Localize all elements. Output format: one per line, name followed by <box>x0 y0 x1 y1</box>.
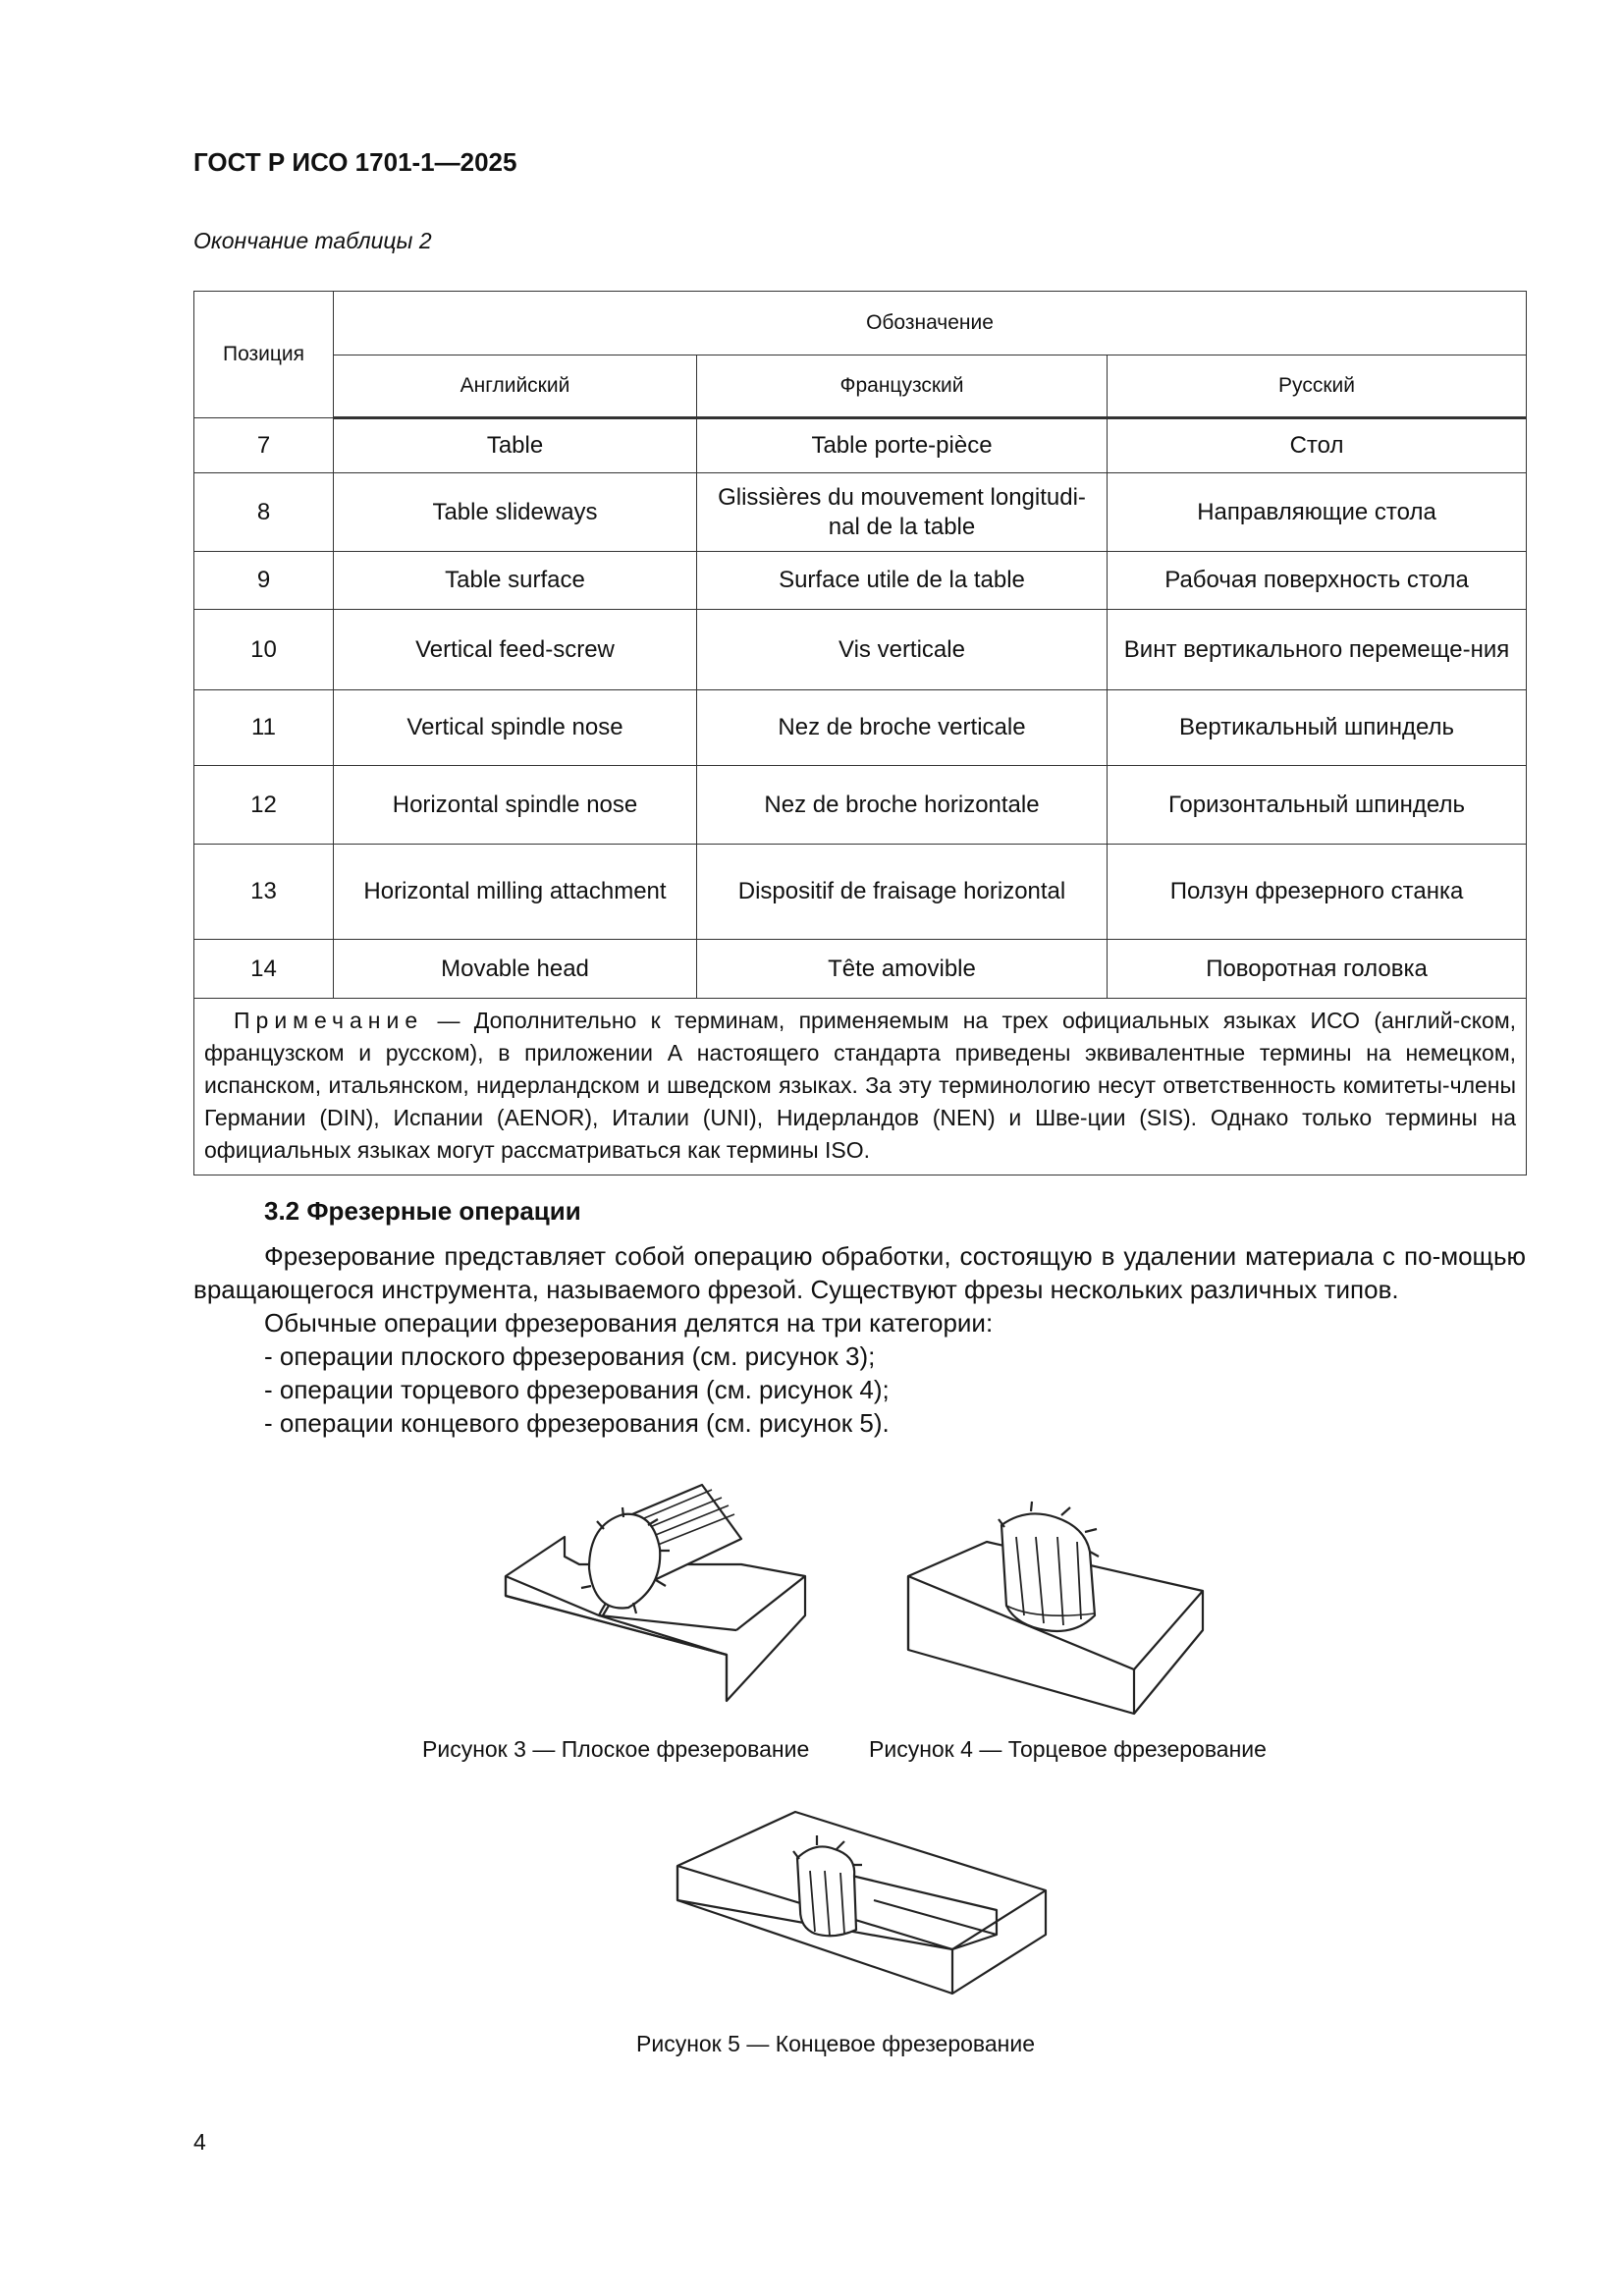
cell-russian: Вертикальный шпиндель <box>1108 690 1527 766</box>
figure-3-slab-milling-illustration <box>491 1478 825 1709</box>
cell-russian: Направляющие стола <box>1108 473 1527 552</box>
cell-russian: Винт вертикального перемеще-ния <box>1108 610 1527 690</box>
paragraph-milling-definition: Фрезерование представляет собой операцию обработки, состоящую в удалении материала с по-мощью вращающегося инструмента, называемого фрезой. Существуют фрезы нескольких различных типов. <box>193 1241 1526 1304</box>
figure-5-end-milling-illustration <box>668 1802 1060 1998</box>
cell-position: 9 <box>194 552 334 610</box>
table-continuation-caption: Окончание таблицы 2 <box>193 228 432 253</box>
header-russian: Русский <box>1108 355 1527 418</box>
header-designation: Обозначение <box>334 292 1527 355</box>
table-note <box>194 999 1527 1175</box>
cell-position: 13 <box>194 845 334 940</box>
table-row <box>194 610 1527 690</box>
note-label: Примечание <box>234 1008 424 1033</box>
cell-position: 7 <box>194 418 334 473</box>
document-code-header: ГОСТ Р ИСО 1701-1—2025 <box>193 147 517 177</box>
section-body <box>193 1239 1526 1440</box>
cell-french: Glissières du mouvement longitudi-nal de la table <box>697 473 1108 552</box>
cell-english: Table surface <box>334 552 697 610</box>
figure-4-caption: Рисунок 4 — Торцевое фрезерование <box>869 1736 1267 1762</box>
cell-position: 11 <box>194 690 334 766</box>
cell-french: Vis verticale <box>697 610 1108 690</box>
cell-french: Nez de broche horizontale <box>697 766 1108 845</box>
table-row <box>194 552 1527 610</box>
list-item: - операции торцевого фрезерования (см. рисунок 4); <box>264 1375 890 1404</box>
operations-list <box>193 1339 1526 1440</box>
terms-table <box>193 291 1527 1175</box>
note-text: — Дополнительно к терминам, применяемым на трех официальных языках ИСО (англий-ском, французском и русском), в приложении А настоящего стандарта приведены эквивалентные термины на немецком, испанском, итальянском, нидерландском и шведском языках. За эту терминологию несут ответственность комитеты-члены Германии (DIN), Испании (AENOR), Италии (UNI), Нидерландов (NEN) и Шве-ции (SIS). Однако только термины на официальных языках могут рассматриваться как термины ISO. <box>204 1008 1517 1163</box>
table-row <box>194 845 1527 940</box>
cell-french: Table porte-pièce <box>697 418 1108 473</box>
cell-english: Vertical spindle nose <box>334 690 697 766</box>
table-row <box>194 418 1527 473</box>
table-row <box>194 766 1527 845</box>
section-heading: 3.2 Фрезерные операции <box>264 1196 581 1226</box>
cell-french: Nez de broche verticale <box>697 690 1108 766</box>
cell-russian: Рабочая поверхность стола <box>1108 552 1527 610</box>
cell-french: Surface utile de la table <box>697 552 1108 610</box>
table-row <box>194 690 1527 766</box>
header-french: Французский <box>697 355 1108 418</box>
cell-russian: Поворотная головка <box>1108 940 1527 999</box>
table-row <box>194 473 1527 552</box>
list-item: - операции плоского фрезерования (см. рисунок 3); <box>264 1341 876 1371</box>
figure-4-face-milling-illustration <box>889 1498 1222 1723</box>
cell-russian: Ползун фрезерного станка <box>1108 845 1527 940</box>
cell-russian: Горизонтальный шпиндель <box>1108 766 1527 845</box>
list-item: - операции концевого фрезерования (см. рисунок 5). <box>264 1408 890 1438</box>
paragraph-categories-intro: Обычные операции фрезерования делятся на три категории: <box>264 1308 994 1338</box>
figure-3-caption: Рисунок 3 — Плоское фрезерование <box>422 1736 810 1762</box>
header-position: Позиция <box>194 292 334 418</box>
cell-english: Horizontal spindle nose <box>334 766 697 845</box>
cell-english: Movable head <box>334 940 697 999</box>
cell-english: Table slideways <box>334 473 697 552</box>
header-english: Английский <box>334 355 697 418</box>
cell-position: 10 <box>194 610 334 690</box>
table-row <box>194 940 1527 999</box>
cell-russian: Стол <box>1108 418 1527 473</box>
cell-english: Table <box>334 418 697 473</box>
figure-5-caption: Рисунок 5 — Концевое фрезерование <box>636 2031 1035 2056</box>
cell-position: 12 <box>194 766 334 845</box>
page-number: 4 <box>193 2129 206 2155</box>
cell-english: Vertical feed-screw <box>334 610 697 690</box>
cell-position: 14 <box>194 940 334 999</box>
cell-english: Horizontal milling attachment <box>334 845 697 940</box>
cell-position: 8 <box>194 473 334 552</box>
cell-french: Tête amovible <box>697 940 1108 999</box>
cell-french: Dispositif de fraisage horizontal <box>697 845 1108 940</box>
